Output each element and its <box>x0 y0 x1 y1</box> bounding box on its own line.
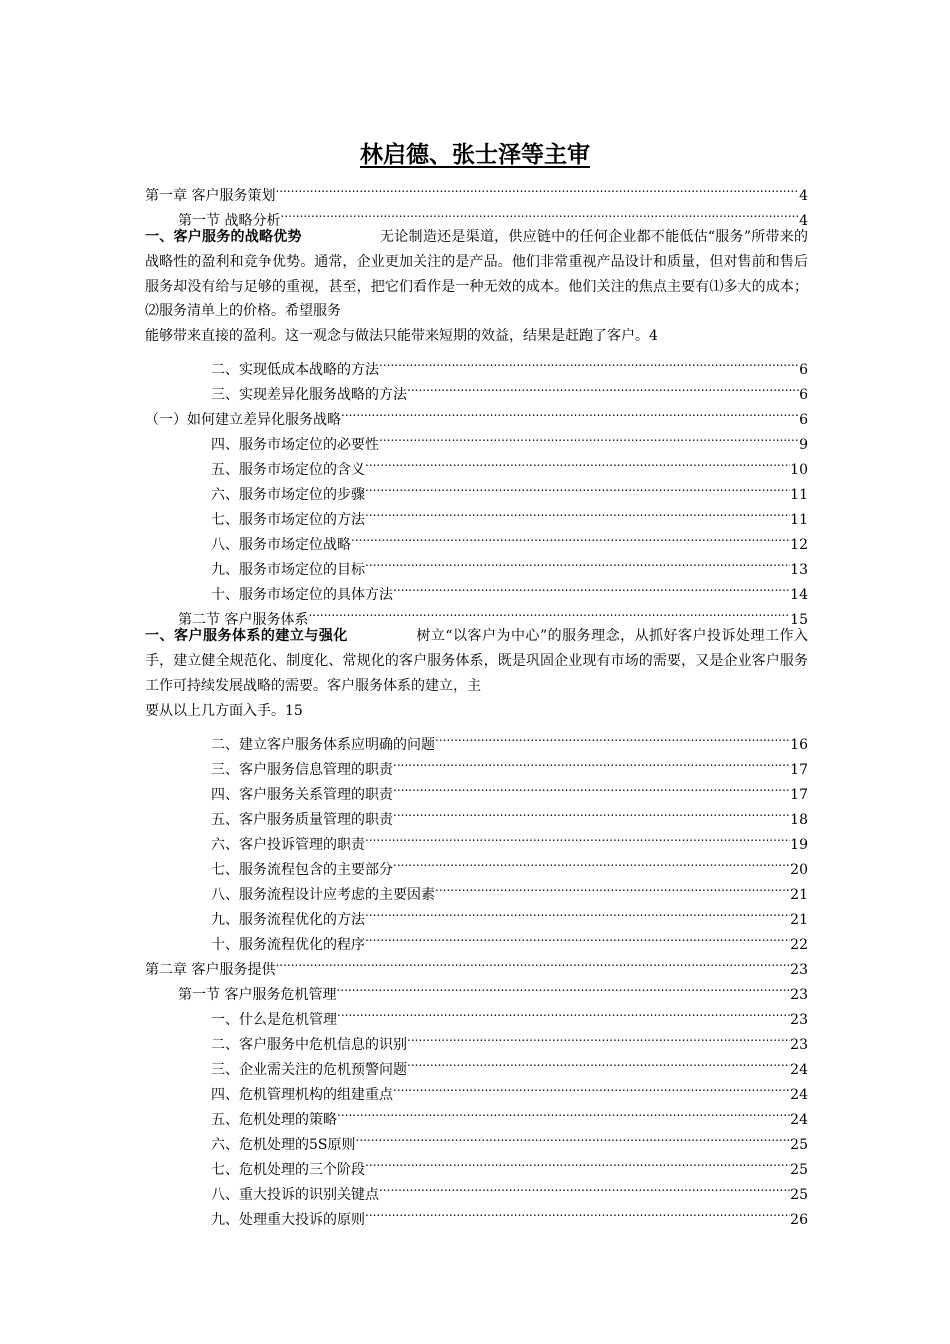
toc-label: 三、客户服务信息管理的职责 <box>211 761 393 778</box>
toc-page-number: 24 <box>790 1061 808 1078</box>
toc-page-number: 13 <box>790 562 808 579</box>
toc-paragraph-tail: 要从以上几方面入手。 <box>145 702 285 719</box>
toc-leader <box>393 574 790 599</box>
toc-leader <box>356 1124 791 1149</box>
toc-leader <box>365 549 790 574</box>
toc-leader <box>435 724 790 749</box>
toc-paragraph-entry[interactable] <box>145 225 808 349</box>
toc-entry[interactable] <box>145 1024 808 1053</box>
toc-paragraph-body: 树立“以客户为中心”的服务理念，从抓好客户投诉处理工作入手，建立健全规范化、制度化、常规化的客户服务体系，既是巩固企业现有市场的需要，又是企业客户服务工作可持续发展战略的需要。客户服务体系的建立，主 <box>145 628 808 694</box>
toc-page-number: 21 <box>790 911 808 928</box>
toc-leader <box>337 999 790 1024</box>
toc-label: 六、客户投诉管理的职责 <box>211 836 365 853</box>
toc-entry[interactable] <box>145 374 808 404</box>
toc-page-number: 23 <box>790 1011 808 1028</box>
toc-label: 二、客户服务中危机信息的识别 <box>211 1036 407 1053</box>
toc-label: 九、处理重大投诉的原则 <box>211 1211 365 1228</box>
toc-entry[interactable] <box>145 824 808 853</box>
toc-label: 十、服务市场定位的具体方法 <box>211 587 393 604</box>
toc-page-number: 6 <box>799 387 808 404</box>
toc-entry[interactable] <box>145 999 808 1028</box>
toc-leader <box>393 774 790 799</box>
toc-leader <box>365 1149 790 1174</box>
toc-entry[interactable] <box>145 200 808 229</box>
document-title: 林启德、张士泽等主审 <box>360 142 590 168</box>
toc-leader <box>393 799 790 824</box>
toc-entry[interactable] <box>145 399 808 429</box>
toc-entry[interactable] <box>145 1199 808 1228</box>
toc-leader <box>379 1174 790 1199</box>
toc-leader <box>308 599 790 624</box>
toc-leader <box>341 399 799 424</box>
toc-entry[interactable] <box>145 1174 808 1203</box>
toc-page-number: 23 <box>790 961 808 978</box>
toc-label: 六、服务市场定位的步骤 <box>211 487 365 504</box>
toc-page-number: 22 <box>790 936 808 953</box>
toc-entry[interactable] <box>145 175 808 204</box>
toc-label: 四、客户服务关系管理的职责 <box>211 786 393 803</box>
toc-paragraph-heading: 一、客户服务体系的建立与强化 <box>145 628 348 645</box>
toc-page-number: 24 <box>790 1111 808 1128</box>
toc-entry[interactable] <box>145 799 808 828</box>
toc-leader <box>365 924 790 949</box>
toc-page-number: 17 <box>790 761 808 778</box>
toc-leader <box>280 200 799 225</box>
toc-entry[interactable] <box>145 1049 808 1078</box>
toc-page-number: 4 <box>649 328 658 345</box>
toc-page-number: 4 <box>799 188 808 204</box>
toc-page-number: 16 <box>790 736 808 753</box>
toc-page-number: 11 <box>790 487 808 504</box>
toc-label: 第一节 战略分析 <box>178 213 281 229</box>
toc-entry[interactable] <box>145 924 808 953</box>
toc-entry[interactable] <box>145 574 808 604</box>
toc-leader <box>365 499 790 524</box>
toc-page-number: 23 <box>790 986 808 1003</box>
toc-label: 第二节 客户服务体系 <box>178 612 309 629</box>
toc-label: 五、服务市场定位的含义 <box>211 462 365 479</box>
toc-leader <box>365 1199 790 1224</box>
toc-entry[interactable] <box>145 874 808 903</box>
toc-leader <box>275 175 799 200</box>
toc-entry[interactable] <box>145 774 808 803</box>
toc-leader <box>393 849 790 874</box>
toc-label: 七、服务市场定位的方法 <box>211 512 365 529</box>
toc-page-number: 6 <box>799 412 808 429</box>
toc-leader <box>435 874 790 899</box>
toc-page-number: 25 <box>790 1186 808 1203</box>
toc-entry[interactable] <box>145 724 808 753</box>
toc-label: 九、服务流程优化的方法 <box>211 911 365 928</box>
toc-label: 八、服务市场定位战略 <box>211 537 351 554</box>
toc-label: 九、服务市场定位的目标 <box>211 562 365 579</box>
toc-label: 十、服务流程优化的程序 <box>211 936 365 953</box>
toc-page-number: 24 <box>790 1086 808 1103</box>
toc-entry[interactable] <box>145 1149 808 1178</box>
toc-entry[interactable] <box>145 749 808 778</box>
toc-leader <box>351 524 790 549</box>
toc-paragraph-heading: 一、客户服务的战略优势 <box>145 229 302 245</box>
toc-label: 四、危机管理机构的组建重点 <box>211 1086 393 1103</box>
toc-entry[interactable] <box>145 849 808 878</box>
toc-page-number: 21 <box>790 886 808 903</box>
toc-label: （一）如何建立差异化服务战略 <box>145 412 341 429</box>
toc-page-number: 25 <box>790 1136 808 1153</box>
toc-label: 第一章 客户服务策划 <box>145 188 276 204</box>
toc-page-number: 14 <box>790 587 808 604</box>
toc-entry[interactable] <box>145 899 808 928</box>
toc-entry[interactable] <box>145 1074 808 1103</box>
toc-entry[interactable] <box>145 1124 808 1153</box>
toc-label: 三、企业需关注的危机预警问题 <box>211 1061 407 1078</box>
toc-label: 八、重大投诉的识别关键点 <box>211 1186 379 1203</box>
toc-entry[interactable] <box>145 349 808 379</box>
toc-leader <box>393 1074 790 1099</box>
toc-leader <box>365 899 790 924</box>
toc-leader <box>407 374 799 399</box>
toc-label: 二、建立客户服务体系应明确的问题 <box>211 736 435 753</box>
toc-entry[interactable] <box>145 499 808 529</box>
toc-page-number: 15 <box>790 612 808 629</box>
toc-label: 四、服务市场定位的必要性 <box>211 437 379 454</box>
toc-leader <box>337 1099 790 1124</box>
toc-entry[interactable] <box>145 599 808 629</box>
toc-paragraph-tail: 能够带来直接的盈利。这一观念与做法只能带来短期的效益，结果是赶跑了客户。 <box>145 328 649 345</box>
toc-leader <box>407 1049 790 1074</box>
toc-label: 三、实现差异化服务战略的方法 <box>211 387 407 404</box>
toc-leader <box>275 949 790 974</box>
toc-paragraph-body: 无论制造还是渠道，供应链中的任何企业都不能低估“服务”所带来的战略性的盈利和竞争优势。通常，企业更加关注的是产品。他们非常重视产品设计和质量，但对售前和售后服务却没有给与足够的重视，甚至，把它们看作是一种无效的成本。他们关注的焦点主要有⑴多大的成本；⑵服务清单上的价格。希望服务 <box>145 229 808 320</box>
toc-leader <box>379 424 799 449</box>
toc-page-number: 19 <box>790 836 808 853</box>
toc-page-number: 17 <box>790 786 808 803</box>
toc-entry[interactable] <box>145 449 808 479</box>
toc-label: 五、客户服务质量管理的职责 <box>211 811 393 828</box>
toc-leader <box>407 1024 790 1049</box>
toc-label: 六、危机处理的5S原则 <box>211 1136 356 1153</box>
toc-page-number: 15 <box>285 702 303 719</box>
toc-label: 二、实现低成本战略的方法 <box>211 362 379 379</box>
toc-page-number: 10 <box>790 462 808 479</box>
toc-leader <box>393 749 790 774</box>
toc-entry[interactable] <box>145 524 808 554</box>
toc-leader <box>336 974 790 999</box>
toc-page-number: 20 <box>790 861 808 878</box>
toc-page-number: 9 <box>799 437 808 454</box>
toc-entry[interactable] <box>145 974 808 1003</box>
toc-entry[interactable] <box>145 474 808 504</box>
toc-page-number: 25 <box>790 1161 808 1178</box>
toc-entry[interactable] <box>145 549 808 579</box>
toc-leader <box>379 349 799 374</box>
toc-label: 五、危机处理的策略 <box>211 1111 337 1128</box>
toc-entry[interactable] <box>145 949 808 978</box>
table-of-contents <box>145 175 808 1228</box>
toc-page-number: 6 <box>799 362 808 379</box>
toc-page-number: 23 <box>790 1036 808 1053</box>
toc-leader <box>365 824 790 849</box>
toc-entry[interactable] <box>145 424 808 454</box>
toc-label: 七、服务流程包含的主要部分 <box>211 861 393 878</box>
toc-page-number: 12 <box>790 537 808 554</box>
toc-paragraph-entry[interactable] <box>145 624 808 723</box>
toc-leader <box>365 474 790 499</box>
toc-label: 七、危机处理的三个阶段 <box>211 1161 365 1178</box>
toc-page-number: 26 <box>790 1211 808 1228</box>
toc-label: 第二章 客户服务提供 <box>145 961 276 978</box>
toc-label: 八、服务流程设计应考虑的主要因素 <box>211 886 435 903</box>
toc-label: 一、什么是危机管理 <box>211 1011 337 1028</box>
toc-page-number: 11 <box>790 512 808 529</box>
toc-label: 第一节 客户服务危机管理 <box>178 986 337 1003</box>
toc-entry[interactable] <box>145 1099 808 1128</box>
toc-page-number: 18 <box>790 811 808 828</box>
toc-page-number: 4 <box>799 213 808 229</box>
toc-leader <box>365 449 790 474</box>
